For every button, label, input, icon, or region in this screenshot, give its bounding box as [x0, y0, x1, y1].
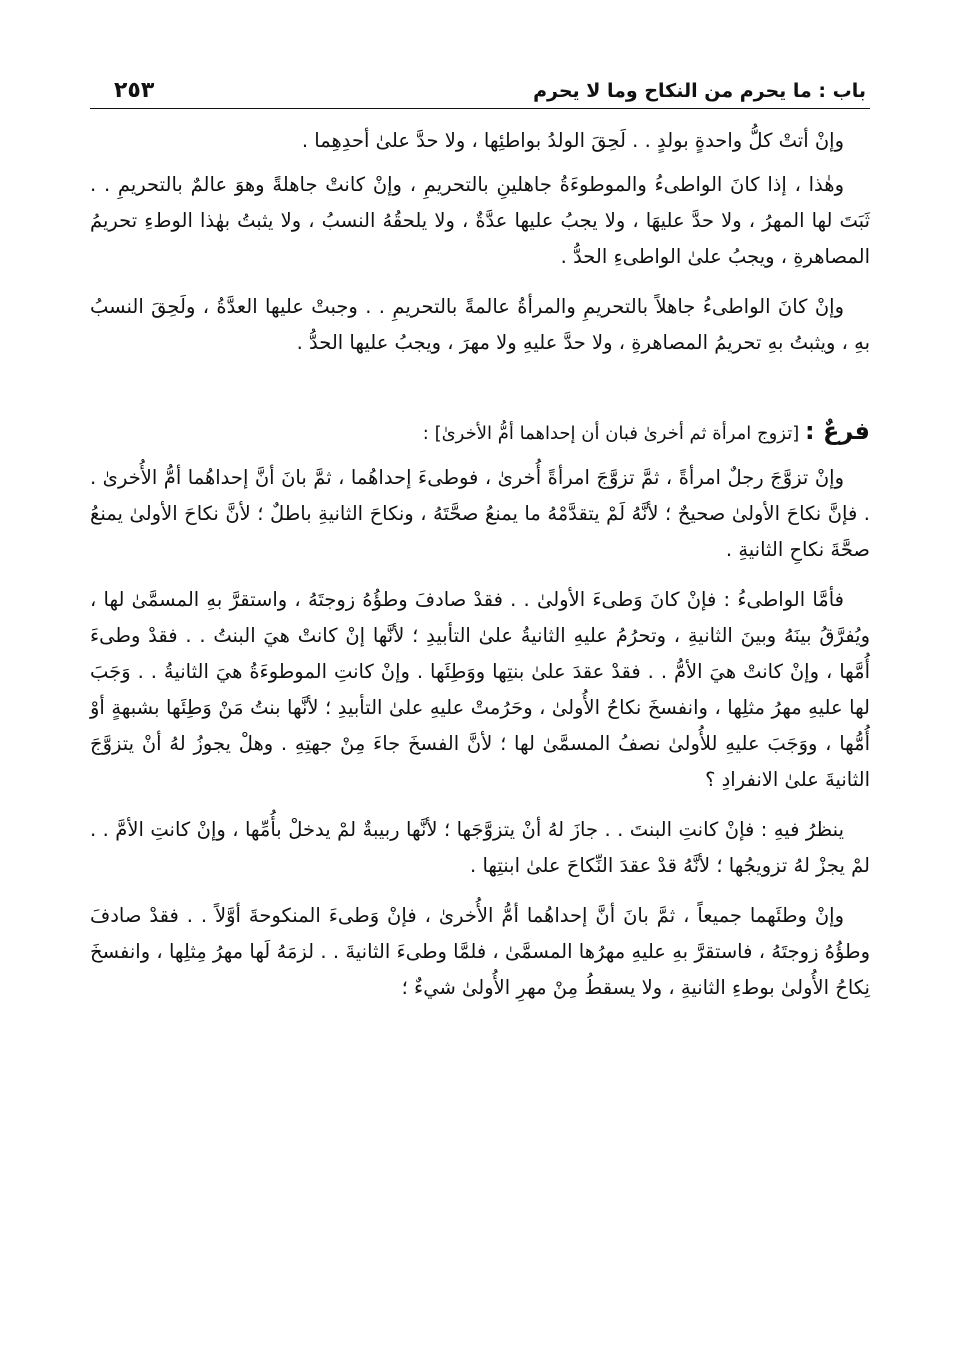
chapter-title: باب : ما يحرم من النكاح وما لا يحرم [533, 80, 866, 102]
paragraph: وإنْ تزوَّجَ رجلٌ امرأةً ، ثمَّ تزوَّجَ امرأةً أُخرىٰ ، فوطىءَ إحداهُما ، ثمَّ بانَ أنَّ إحداهُما أمُّ الأُخرىٰ . . فإنَّ نكاحَ الأولىٰ صحيحٌ ؛ لأنَّهُ لَمْ يتقدَّمْهُ ما يمنعُ صحَّتَهُ ، ونكاحَ الثانيةِ باطلٌ ؛ لأنَّ نكاحَ الأولىٰ يمنعُ صحَّةَ نكاحِ الثانيةِ . [90, 466, 870, 561]
paragraph: وإنْ كانَ الواطىءُ جاهلاً بالتحريمِ والمرأةُ عالمةً بالتحريمِ . . وجبتْ عليها العدَّةُ ، ولَحِقَ النسبُ بهِ ، ويثبتُ بهِ تحريمُ المصاهرةِ ، ولا حدَّ عليهِ ولا مهرَ ، ويجبُ عليها الحدُّ . [90, 295, 870, 354]
paragraph: وإنْ أتتْ كلُّ واحدةٍ بولدٍ . . لَحِقَ الولدُ بواطئِها ، ولا حدَّ علىٰ أحدِهِما . [301, 129, 844, 152]
section-spacer [90, 375, 870, 413]
section-heading-label: فرعٌ : [805, 417, 870, 445]
page-number: ٢٥٣ [114, 78, 155, 103]
paragraph: وهٰذا ، إذا كانَ الواطىءُ والموطوءَةُ جاهلينِ بالتحريمِ ، وإنْ كانتْ جاهلةً وهوَ عالمٌ بالتحريمِ . . ثَبَتَ لها المهرُ ، ولا حدَّ عليهَا ، ولا يجبُ عليها عدَّةٌ ، ولا يلحقُهُ النسبُ ، ولا يثبتُ بهٰذا الوطءِ تحريمُ المصاهرةِ ، ويجبُ علىٰ الواطىءِ الحدُّ . [90, 173, 870, 268]
section-heading-text: [تزوج امرأة ثم أخرىٰ فبان أن إحداهما أمُّ الأخرىٰ] : [422, 423, 800, 444]
running-header [90, 62, 870, 109]
paragraph: ينظرُ فيهِ : فإنْ كانتِ البنتَ . . جازَ لهُ أنْ يتزوَّجَها ؛ لأنَّها ربيبةٌ لمْ يدخلْ بأُمِّها ، وإنْ كانتِ الأمَّ . . لمْ يجزْ لهُ تزويجُها ؛ لأنَّهُ قدْ عقدَ النِّكاحَ علىٰ ابنتِها . [90, 818, 870, 877]
paragraph: فأمَّا الواطىءُ : فإنْ كانَ وَطىءَ الأولىٰ . . فقدْ صادفَ وطؤُهُ زوجتَهُ ، واستقرَّ بهِ المسمَّىٰ لها ، ويُفرَّقُ بينَهُ وبينَ الثانيةِ ، وتحرُمُ عليهِ الثانيةُ علىٰ التأبيدِ ؛ لأنَّها إنْ كانتْ هيَ البنتُ . . فقدْ وطىءَ أُمَّها ، وإنْ كانتْ هيَ الأمُّ . . فقدْ عقدَ علىٰ بنتِها ووَطِئَها . وإنْ كانتِ الموطوءَةُ هيَ الثانيةُ . . وَجَبَ لها عليهِ مهرُ مثلِها ، وانفسخَ نكاحُ الأُولىٰ ، وحَرُمتْ عليهِ علىٰ التأبيدِ ؛ لأنَّها بنتُ مَنْ وَطِئَها بشبهةٍ أوْ أُمُّها ، ووَجَبَ عليهِ للأُولىٰ نصفُ المسمَّىٰ لها ؛ لأنَّ الفسخَ جاءَ مِنْ جهتِهِ . وهلْ يجوزُ لهُ أنْ يتزوَّجَ الثانيةَ علىٰ الانفرادِ ؟ [90, 588, 870, 791]
page-body [90, 123, 870, 1006]
book-page [90, 62, 870, 1352]
paragraph: وإنْ وطئَهما جميعاً ، ثمَّ بانَ أنَّ إحداهُما أمُّ الأُخرىٰ ، فإنْ وَطىءَ المنكوحةَ أوَّلاً . . فقدْ صادفَ وطؤُهُ زوجتَهُ ، فاستقرَّ بهِ عليهِ مهرُها المسمَّىٰ ، فلمَّا وطىءَ الثانيةَ . . لزمَهُ لَها مهرُ مِثلِها ، وانفسخَ نِكاحُ الأُولىٰ بوطءِ الثانيةِ ، ولا يسقطُ مِنْ مهرِ الأُولىٰ شيءٌ ؛ [90, 904, 870, 999]
section-heading [90, 413, 870, 452]
